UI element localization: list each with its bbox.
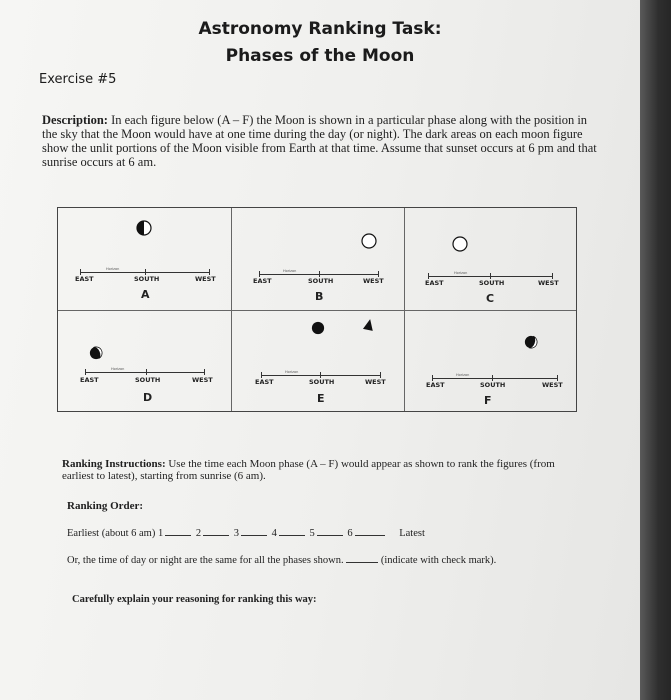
rank-number-1: 1 bbox=[157, 528, 164, 539]
ranking-instructions bbox=[62, 458, 572, 482]
description-text: In each figure below (A – F) the Moon is shown in a particular phase along with the position in the sky that the Moon would have at one time during the day (or night). The dark areas on each moon figure show the unlit portions of the Moon visible from Earth at that time. Assume that sunset occurs at 6 pm and that sunrise occurs at 6 am. bbox=[42, 113, 597, 169]
panel-letter: C bbox=[486, 292, 495, 305]
south-label: SOUTH bbox=[308, 277, 334, 285]
same-time-option bbox=[67, 555, 557, 567]
horizon-label: Horizon bbox=[456, 373, 470, 377]
west-label: WEST bbox=[542, 381, 563, 389]
east-label: EAST bbox=[426, 381, 445, 389]
check-instruction: (indicate with check mark). bbox=[380, 555, 497, 566]
west-label: WEST bbox=[538, 279, 559, 287]
rank-number-6: 6 bbox=[347, 528, 353, 539]
horizon-label: Horizon bbox=[283, 269, 297, 273]
moon-full-icon bbox=[361, 233, 377, 249]
moon-full-icon bbox=[452, 236, 468, 252]
rank-blank-4[interactable] bbox=[279, 535, 305, 536]
rank-blank-3[interactable] bbox=[241, 535, 267, 536]
rank-number-3: 3 bbox=[233, 528, 239, 539]
arrow-icon bbox=[363, 318, 375, 331]
south-label: SOUTH bbox=[309, 378, 335, 386]
exercise-heading: Exercise #5 bbox=[39, 72, 117, 87]
rank-blank-2[interactable] bbox=[203, 535, 229, 536]
horizon-label: Horizon bbox=[454, 271, 468, 275]
south-label: SOUTH bbox=[135, 376, 161, 384]
horizon-line bbox=[85, 372, 205, 373]
ranking-order-line bbox=[67, 528, 587, 539]
moon-crescent-icon bbox=[522, 333, 540, 351]
ranking-instructions-label: Ranking Instructions: bbox=[62, 458, 166, 470]
same-time-check-blank[interactable] bbox=[346, 562, 378, 563]
horizon-line bbox=[261, 375, 381, 376]
west-label: WEST bbox=[365, 378, 386, 386]
south-label: SOUTH bbox=[479, 279, 505, 287]
latest-label: Latest bbox=[399, 528, 425, 539]
rank-number-2: 2 bbox=[195, 528, 202, 539]
rank-number-4: 4 bbox=[271, 528, 277, 539]
panel-d bbox=[58, 310, 231, 412]
tick-mark bbox=[146, 369, 147, 375]
south-label: SOUTH bbox=[134, 275, 160, 283]
south-label: SOUTH bbox=[480, 381, 506, 389]
rank-blank-6[interactable] bbox=[355, 535, 385, 536]
moon-crescent-icon bbox=[87, 344, 106, 363]
east-label: EAST bbox=[425, 279, 444, 287]
page-title bbox=[180, 16, 460, 70]
east-label: EAST bbox=[253, 277, 272, 285]
background-surface bbox=[640, 0, 671, 700]
panel-a bbox=[58, 208, 231, 310]
earliest-label: Earliest (about 6 am) bbox=[67, 528, 156, 539]
panel-letter: B bbox=[315, 290, 324, 303]
panel-letter: F bbox=[484, 394, 492, 407]
panel-f bbox=[404, 310, 576, 412]
panel-b bbox=[231, 208, 404, 310]
description-paragraph bbox=[42, 113, 602, 169]
ranking-instructions-text: Use the time each Moon phase (A – F) would appear as shown to rank the figures (from earliest to latest), starting from sunrise (6 am). bbox=[62, 458, 555, 482]
panel-letter: A bbox=[141, 288, 150, 301]
title-line-1: Astronomy Ranking Task: bbox=[198, 19, 442, 39]
panel-letter: E bbox=[317, 392, 325, 405]
west-label: WEST bbox=[192, 376, 213, 384]
explain-prompt: Carefully explain your reasoning for ranking this way: bbox=[72, 594, 317, 605]
tick-mark bbox=[204, 369, 205, 375]
east-label: EAST bbox=[255, 378, 274, 386]
panel-e bbox=[231, 310, 404, 412]
east-label: EAST bbox=[80, 376, 99, 384]
title-line-2: Phases of the Moon bbox=[225, 46, 415, 66]
moon-first-quarter-icon bbox=[136, 220, 152, 236]
rank-blank-1[interactable] bbox=[165, 535, 191, 536]
moon-phase-figure bbox=[57, 207, 577, 412]
horizon-line bbox=[432, 378, 558, 379]
ranking-order-label: Ranking Order: bbox=[67, 500, 144, 512]
east-label: EAST bbox=[75, 275, 94, 283]
description-label: Description: bbox=[42, 113, 108, 127]
rank-blank-5[interactable] bbox=[317, 535, 343, 536]
panel-c bbox=[404, 208, 576, 310]
west-label: WEST bbox=[195, 275, 216, 283]
horizon-label: Horizon bbox=[106, 267, 120, 271]
horizon-label: Horizon bbox=[285, 370, 299, 374]
moon-new-icon bbox=[311, 321, 325, 335]
west-label: WEST bbox=[363, 277, 384, 285]
rank-number-5: 5 bbox=[309, 528, 315, 539]
tick-mark bbox=[85, 369, 86, 375]
horizon-label: Horizon bbox=[111, 367, 125, 371]
panel-letter: D bbox=[143, 391, 153, 404]
same-time-text: Or, the time of day or night are the same for all the phases shown. bbox=[67, 555, 344, 566]
